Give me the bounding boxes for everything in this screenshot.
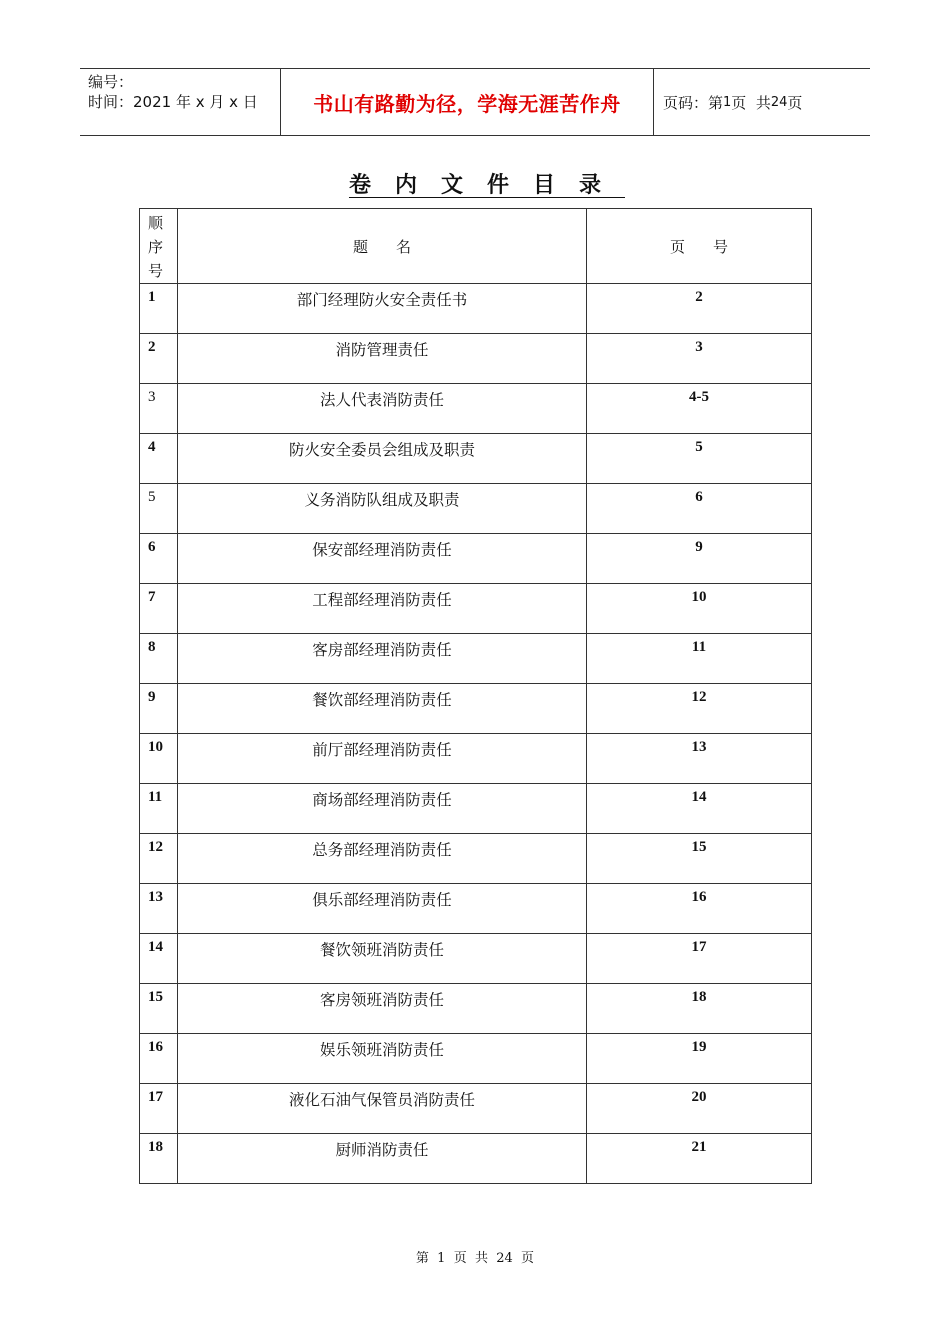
row-seq: 9 bbox=[140, 684, 178, 734]
table-row bbox=[140, 834, 812, 884]
row-seq: 14 bbox=[140, 934, 178, 984]
row-seq: 10 bbox=[140, 734, 178, 784]
row-title: 餐饮领班消防责任 bbox=[178, 934, 587, 984]
row-page: 19 bbox=[587, 1034, 812, 1084]
header-meta bbox=[80, 69, 281, 135]
row-page: 20 bbox=[587, 1084, 812, 1134]
row-seq: 4 bbox=[140, 434, 178, 484]
header-title: 题名 bbox=[178, 209, 587, 284]
row-seq: 13 bbox=[140, 884, 178, 934]
row-page: 9 bbox=[587, 534, 812, 584]
row-seq: 12 bbox=[140, 834, 178, 884]
table-row bbox=[140, 1084, 812, 1134]
header-page: 页号 bbox=[587, 209, 812, 284]
row-title: 前厅部经理消防责任 bbox=[178, 734, 587, 784]
row-page: 12 bbox=[587, 684, 812, 734]
table-row bbox=[140, 484, 812, 534]
page-footer: 第 1 页 共 24 页 bbox=[415, 1251, 535, 1266]
row-title: 工程部经理消防责任 bbox=[178, 584, 587, 634]
page-label-suffix: 页 bbox=[787, 93, 803, 112]
table-row bbox=[140, 784, 812, 834]
table-row bbox=[140, 884, 812, 934]
table-row bbox=[140, 634, 812, 684]
row-seq: 11 bbox=[140, 784, 178, 834]
row-page: 11 bbox=[587, 634, 812, 684]
document-time-label: 时间：2021 年 x 月 x 日 bbox=[88, 93, 258, 111]
row-seq: 1 bbox=[140, 284, 178, 334]
row-seq: 17 bbox=[140, 1084, 178, 1134]
row-page: 4-5 bbox=[587, 384, 812, 434]
row-page: 21 bbox=[587, 1134, 812, 1184]
row-page: 6 bbox=[587, 484, 812, 534]
row-seq: 8 bbox=[140, 634, 178, 684]
page-header bbox=[80, 68, 870, 136]
document-title-wrap bbox=[0, 168, 950, 199]
table-row bbox=[140, 1034, 812, 1084]
row-title: 部门经理防火安全责任书 bbox=[178, 284, 587, 334]
row-title: 义务消防队组成及职责 bbox=[178, 484, 587, 534]
table-row bbox=[140, 284, 812, 334]
row-page: 13 bbox=[587, 734, 812, 784]
header-seq bbox=[140, 209, 178, 284]
row-seq: 15 bbox=[140, 984, 178, 1034]
row-title: 娱乐领班消防责任 bbox=[178, 1034, 587, 1084]
page-label-mid: 页 共 bbox=[731, 93, 771, 112]
document-title: 卷内文件目录 bbox=[348, 172, 625, 198]
table-row bbox=[140, 934, 812, 984]
row-title: 厨师消防责任 bbox=[178, 1134, 587, 1184]
table-row bbox=[140, 984, 812, 1034]
table-row bbox=[140, 1134, 812, 1184]
row-seq: 3 bbox=[140, 384, 178, 434]
row-title: 保安部经理消防责任 bbox=[178, 534, 587, 584]
row-page: 16 bbox=[587, 884, 812, 934]
toc-header-row bbox=[140, 209, 812, 284]
table-row bbox=[140, 534, 812, 584]
row-page: 15 bbox=[587, 834, 812, 884]
row-page: 3 bbox=[587, 334, 812, 384]
row-title: 餐饮部经理消防责任 bbox=[178, 684, 587, 734]
toc-body bbox=[140, 284, 812, 1184]
row-page: 10 bbox=[587, 584, 812, 634]
header-page-indicator bbox=[654, 69, 870, 135]
row-title: 俱乐部经理消防责任 bbox=[178, 884, 587, 934]
table-row bbox=[140, 584, 812, 634]
row-title: 总务部经理消防责任 bbox=[178, 834, 587, 884]
page-label-prefix: 页码：第 bbox=[663, 93, 724, 112]
row-title: 商场部经理消防责任 bbox=[178, 784, 587, 834]
row-seq: 7 bbox=[140, 584, 178, 634]
header-seq-text: 顺序号 bbox=[148, 214, 164, 280]
row-page: 17 bbox=[587, 934, 812, 984]
page-total: 24 bbox=[770, 94, 788, 110]
row-title: 防火安全委员会组成及职责 bbox=[178, 434, 587, 484]
document-number-label: 编号： bbox=[88, 73, 134, 91]
toc-table bbox=[139, 208, 812, 1184]
table-row bbox=[140, 684, 812, 734]
table-row bbox=[140, 734, 812, 784]
row-seq: 18 bbox=[140, 1134, 178, 1184]
row-title: 客房部经理消防责任 bbox=[178, 634, 587, 684]
row-seq: 2 bbox=[140, 334, 178, 384]
row-seq: 5 bbox=[140, 484, 178, 534]
row-seq: 16 bbox=[140, 1034, 178, 1084]
table-row bbox=[140, 384, 812, 434]
table-row bbox=[140, 334, 812, 384]
row-page: 2 bbox=[587, 284, 812, 334]
row-title: 法人代表消防责任 bbox=[178, 384, 587, 434]
row-title: 消防管理责任 bbox=[178, 334, 587, 384]
row-page: 5 bbox=[587, 434, 812, 484]
row-page: 18 bbox=[587, 984, 812, 1034]
row-seq: 6 bbox=[140, 534, 178, 584]
row-title: 液化石油气保管员消防责任 bbox=[178, 1084, 587, 1134]
table-row bbox=[140, 434, 812, 484]
row-title: 客房领班消防责任 bbox=[178, 984, 587, 1034]
header-motto: 书山有路勤为径，学海无涯苦作舟 bbox=[281, 69, 654, 135]
page-current: 1 bbox=[723, 94, 732, 110]
row-page: 14 bbox=[587, 784, 812, 834]
